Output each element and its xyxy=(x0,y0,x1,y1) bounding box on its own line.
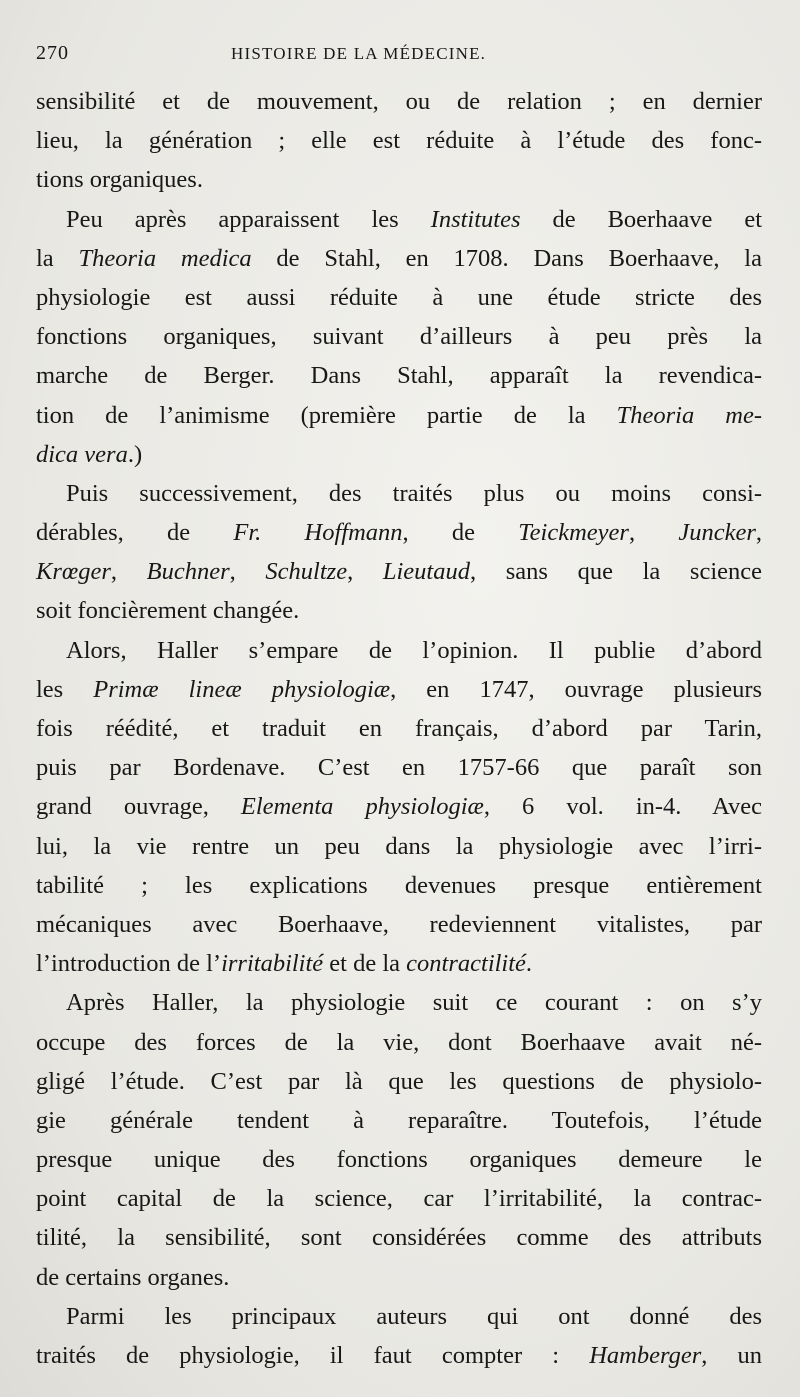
text-segment: , xyxy=(347,558,383,586)
text-segment: dérables, de xyxy=(36,519,234,547)
text-segment: les xyxy=(36,675,94,703)
text-line xyxy=(36,983,762,1022)
italic-text: Primæ lineæ physiologiæ xyxy=(93,675,391,703)
running-title: HISTOIRE DE LA MÉDECINE. xyxy=(231,44,487,63)
text-segment: lieu, la génération ; elle est réduite à l’étude des fonc- xyxy=(36,127,762,155)
text-segment: de Boerhaave et xyxy=(520,205,763,233)
text-line xyxy=(36,709,762,748)
italic-text: Teickmeyer xyxy=(518,519,629,547)
italic-text: Lieutaud xyxy=(382,558,470,586)
text-line xyxy=(36,160,762,199)
text-segment: physiologie est aussi réduite à une étude stricte des xyxy=(36,283,762,311)
text-line xyxy=(36,513,762,552)
italic-text: Juncker xyxy=(678,519,756,547)
text-segment: occupe des forces de la vie, dont Boerhaave avait né- xyxy=(36,1028,762,1056)
italic-text: contractilité xyxy=(406,950,526,978)
italic-text: Theoria medica xyxy=(78,244,252,272)
italic-text: irritabilité xyxy=(221,950,324,978)
text-segment: mécaniques avec Boerhaave, redeviennent vitalistes, par xyxy=(36,910,762,938)
text-line xyxy=(36,356,762,395)
text-segment: Peu après apparaissent les xyxy=(66,205,431,233)
text-segment: fois réédité, et traduit en français, d’abord par Tarin, xyxy=(36,715,762,742)
italic-text: Institutes xyxy=(430,205,521,233)
text-line xyxy=(36,278,762,317)
page-number: 270 xyxy=(36,42,69,64)
text-segment: , xyxy=(229,558,266,586)
text-line xyxy=(36,552,762,591)
text-segment: fonctions organiques, suivant d’ailleurs à peu près la xyxy=(36,323,762,351)
text-line xyxy=(36,200,762,239)
text-line xyxy=(36,82,762,121)
text-segment: lui, la vie rentre un peu dans la physiologie avec l’irri- xyxy=(36,832,762,860)
text-line xyxy=(36,1023,762,1062)
text-segment: et de la xyxy=(323,950,407,978)
text-line xyxy=(36,396,762,435)
italic-text: Fr. Hoffmann xyxy=(233,519,403,547)
italic-text: dica vera xyxy=(36,440,128,468)
text-segment: , 6 vol. in-4. Avec xyxy=(483,793,762,821)
text-line xyxy=(36,670,762,709)
text-segment: , xyxy=(628,519,679,547)
text-line xyxy=(36,1062,762,1101)
text-line xyxy=(36,866,762,905)
text-segment: . xyxy=(525,950,533,978)
text-line xyxy=(36,1179,762,1218)
text-segment: l’introduction de l’ xyxy=(36,950,222,978)
text-line xyxy=(36,1101,762,1140)
text-segment: de Stahl, en 1708. Dans Boerhaave, la xyxy=(251,244,762,272)
text-segment: marche de Berger. Dans Stahl, apparaît la revendica- xyxy=(36,362,762,390)
text-line xyxy=(36,1297,762,1336)
text-line xyxy=(36,239,762,278)
text-segment: grand ouvrage, xyxy=(36,793,241,821)
text-segment: point capital de la science, car l’irritabilité, la contrac- xyxy=(36,1185,762,1213)
text-segment: puis par Bordenave. C’est en 1757-66 que paraît son xyxy=(36,754,762,782)
text-line xyxy=(36,1140,762,1179)
text-line xyxy=(36,827,762,866)
text-segment: tilité, la sensibilité, sont considérées comme des attributs xyxy=(36,1224,762,1252)
italic-text: Krœger xyxy=(36,558,111,586)
text-line xyxy=(36,905,762,944)
italic-text: Hamberger xyxy=(589,1342,702,1369)
text-segment: , xyxy=(755,519,763,547)
text-line xyxy=(36,944,762,983)
text-segment: tabilité ; les explications devenues presque entièrement xyxy=(36,871,762,899)
text-segment: Après Haller, la physiologie suit ce courant : on s’y xyxy=(66,989,762,1017)
text-segment: soit foncièrement changée. xyxy=(36,597,300,625)
italic-text: Schultze xyxy=(265,558,348,586)
text-segment: , de xyxy=(402,519,519,547)
text-segment: , sans que la science xyxy=(469,558,762,586)
text-segment: sensibilité et de mouvement, ou de relation ; en dernier xyxy=(36,88,762,115)
text-line xyxy=(36,435,762,474)
page-header xyxy=(36,42,766,72)
text-segment: tion de l’animisme (première partie de la xyxy=(36,401,617,429)
italic-text: Theoria me- xyxy=(616,401,762,429)
text-line xyxy=(36,1336,762,1375)
text-line xyxy=(36,591,762,630)
italic-text: Elementa physiologiæ xyxy=(240,793,484,821)
text-segment: Alors, Haller s’empare de l’opinion. Il publie d’abord xyxy=(66,636,762,664)
text-segment: Parmi les principaux auteurs qui ont donné des xyxy=(66,1302,762,1330)
text-line xyxy=(36,787,762,826)
text-segment: , un xyxy=(701,1342,762,1369)
text-segment: de certains organes. xyxy=(36,1263,230,1291)
italic-text: Buchner xyxy=(146,558,230,586)
text-line xyxy=(36,748,762,787)
text-line xyxy=(36,631,762,670)
text-segment: .) xyxy=(127,440,143,468)
text-segment: gligé l’étude. C’est par là que les questions de physiolo- xyxy=(36,1067,762,1095)
text-segment: presque unique des fonctions organiques demeure le xyxy=(36,1146,762,1174)
text-segment: la xyxy=(36,244,79,272)
text-line xyxy=(36,474,762,513)
text-segment: , en 1747, ouvrage plusieurs xyxy=(390,675,763,703)
text-line xyxy=(36,1218,762,1257)
text-segment: traités de physiologie, il faut compter : xyxy=(36,1342,590,1369)
text-line xyxy=(36,1258,762,1297)
text-segment: gie générale tendent à reparaître. Toutefois, l’étude xyxy=(36,1106,762,1134)
text-line xyxy=(36,317,762,356)
body-text xyxy=(36,82,762,1375)
text-segment: , xyxy=(110,558,147,586)
text-line xyxy=(36,121,762,160)
text-segment: Puis successivement, des traités plus ou moins consi- xyxy=(66,479,762,507)
text-segment: tions organiques. xyxy=(36,166,203,194)
